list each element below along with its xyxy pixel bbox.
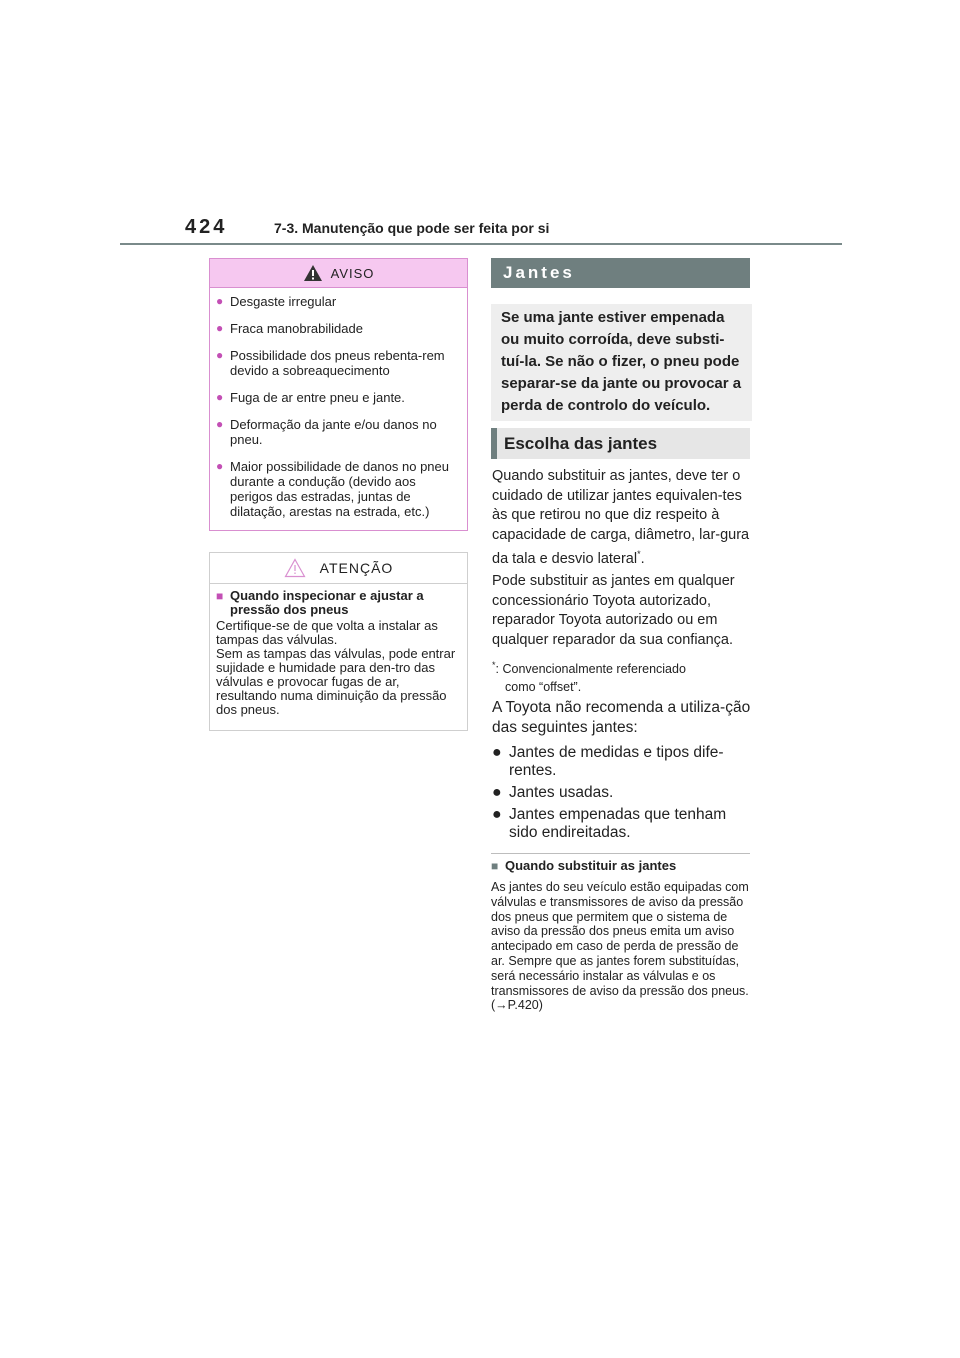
footnote-marker: *	[637, 549, 641, 559]
header-divider	[120, 243, 842, 245]
aviso-header	[210, 259, 467, 288]
intro-box: Se uma jante estiver empenada ou muito corroída, deve substi-tuí-la. Se não o fizer, o pneu pode separar-se da jante ou provocar a perda de controlo do veículo.	[491, 304, 752, 421]
list-item: ● Maior possibilidade de danos no pneu durante a condução (devido aos perigos das estradas, juntas de dilatação, arestas na estrada, etc.)	[216, 459, 449, 519]
page-header	[120, 214, 842, 244]
note-body: As jantes do seu veículo estão equipadas com válvulas e transmissores de aviso da pressão dos pneus que permitem que o sistema de aviso da pressão dos pneus emita um aviso antecipado em caso de perda de pressão de ar. Sempre que as jantes forem substituídas, será necessário instalar as válvulas e os transmissores de aviso da pressão dos pneus. (→P.420)	[491, 880, 749, 1013]
bullet-icon: ●	[216, 348, 224, 362]
section-heading-jantes: Jantes	[491, 258, 750, 288]
paragraph-2: Pode substituir as jantes em qualquer concessionário Toyota autorizado, reparador Toyota autorizado ou em qualquer reparador da sua confiança.	[492, 573, 735, 648]
list-item: ● Deformação da jante e/ou danos no pneu.	[216, 417, 437, 447]
aviso-list	[210, 288, 467, 519]
jantes-bullet-list	[492, 744, 754, 846]
paragraph-3: A Toyota não recomenda a utiliza-ção das seguintes jantes:	[492, 699, 751, 736]
section-title: 7-3. Manutenção que pode ser feita por si	[274, 220, 550, 236]
note-title: ■ Quando substituir as jantes	[491, 858, 677, 873]
page-number: 424	[185, 216, 228, 238]
bullet-icon: ●	[216, 459, 224, 473]
bullet-icon: ●	[216, 417, 224, 431]
subheading-escolha: Escolha das jantes	[491, 428, 750, 459]
bullet-icon: ●	[492, 784, 502, 801]
warning-outline-icon	[284, 558, 306, 578]
bullet-icon: ●	[492, 744, 502, 761]
atencao-title: ATENÇÃO	[319, 560, 394, 576]
bullet-icon: ●	[216, 294, 224, 308]
list-item: ● Possibilidade dos pneus rebenta-rem devido a sobreaquecimento	[216, 348, 445, 378]
aviso-box	[209, 258, 468, 531]
atencao-header	[210, 553, 467, 584]
atencao-box	[209, 552, 468, 731]
list-item: ● Jantes usadas.	[492, 784, 614, 801]
square-bullet-icon: ■	[491, 858, 499, 873]
aviso-title: AVISO	[330, 265, 375, 281]
list-item: ● Fuga de ar entre pneu e jante.	[216, 390, 405, 405]
list-item: ● Desgaste irregular	[216, 294, 337, 309]
list-item: ● Jantes empenadas que tenham sido endireitadas.	[492, 806, 727, 841]
list-item: ● Fraca manobrabilidade	[216, 321, 363, 336]
bullet-icon: ●	[216, 321, 224, 335]
list-item: ● Jantes de medidas e tipos dife-rentes.	[492, 744, 724, 779]
atencao-text: Certifique-se de que volta a instalar as tampas das válvulas. Sem as tampas das válvulas, pode entrar sujidade e humidade para den-tro das válvulas e provocar fugas de ar, resultando numa diminuição da pressão dos pneus.	[216, 618, 456, 717]
footnote: *: Convencionalmente referenciado como “offset”.	[492, 660, 686, 695]
bullet-icon: ●	[216, 390, 224, 404]
note-divider	[491, 853, 750, 854]
square-bullet-icon: ■	[216, 589, 224, 603]
paragraph-1: Quando substituir as jantes, deve ter o cuidado de utilizar jantes equivalen-tes às que retirou no que diz respeito à capacidade de carga, diâmetro, lar-gura da tala e desvio lateral*.	[492, 468, 750, 567]
atencao-subheading: ■ Quando inspecionar e ajustar a pressão dos pneus	[216, 588, 424, 617]
warning-filled-icon	[303, 264, 323, 282]
bullet-icon: ●	[492, 806, 502, 823]
